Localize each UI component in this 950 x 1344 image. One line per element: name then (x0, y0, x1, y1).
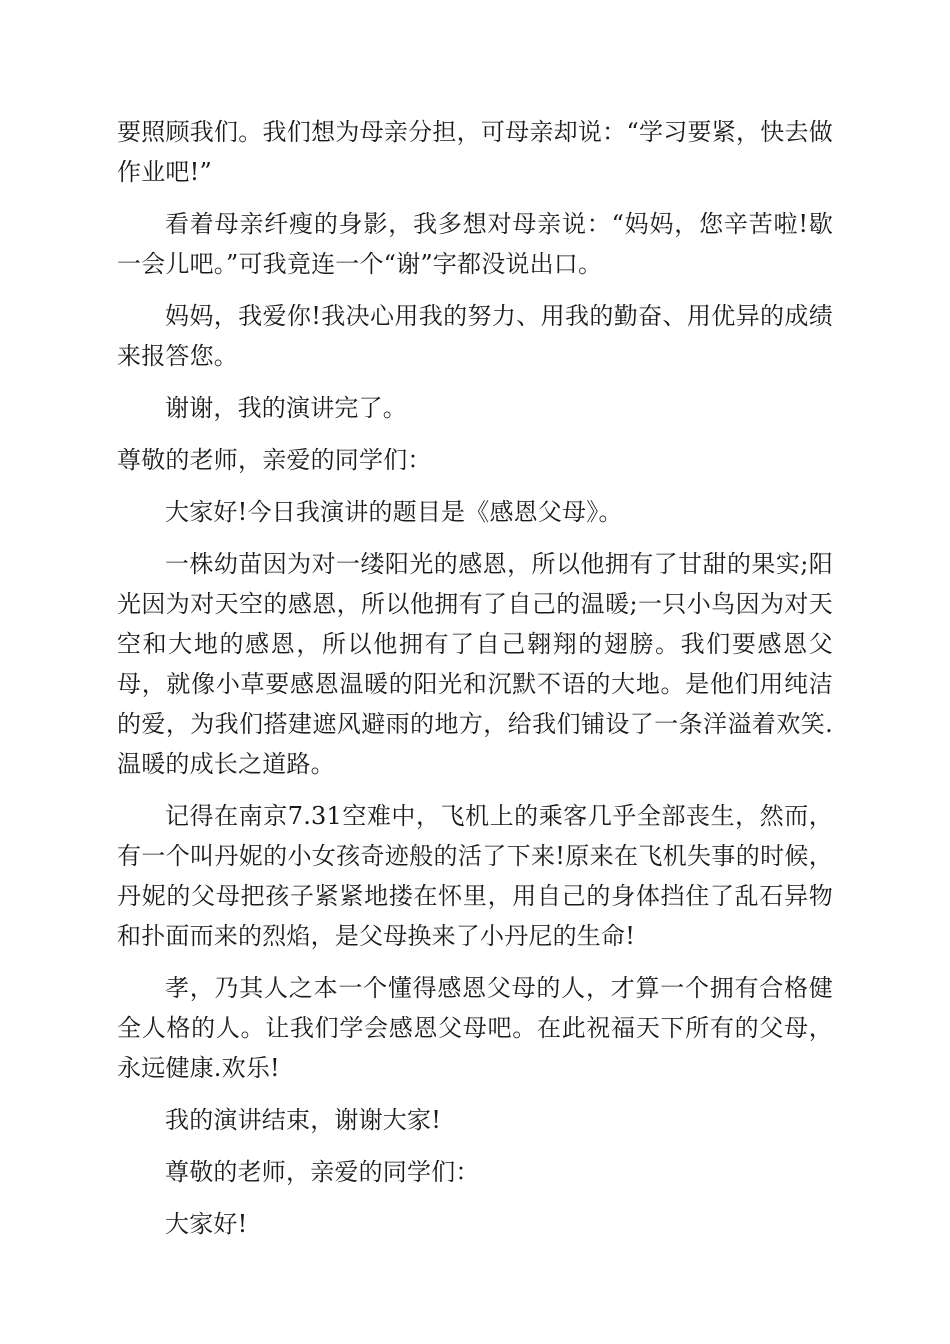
paragraph-12: 大家好! (165, 1210, 248, 1238)
paragraph-9: 孝，乃其人之本一个懂得感恩父母的人，才算一个拥有合格健全人格的人。让我们学会感恩父母吧。在此祝福天下所有的父母，永远健康.欢乐! (117, 974, 833, 1082)
paragraph-3: 妈妈，我爱你!我决心用我的努力、用我的勤奋、用优异的成绩来报答您。 (117, 302, 833, 370)
paragraph-1: 要照顾我们。我们想为母亲分担，可母亲却说：“学习要紧，快去做作业吧!” (117, 118, 833, 186)
paragraph-6: 大家好!今日我演讲的题目是《感恩父母》。 (165, 498, 623, 526)
paragraph-8: 记得在南京7.31空难中，飞机上的乘客几乎全部丧生，然而，有一个叫丹妮的小女孩奇迹般的活了下来!原来在飞机失事的时候，丹妮的父母把孩子紧紧地搂在怀里，用自己的身体挡住了乱石异物和扑面而来的烈焰，是父母换来了小丹尼的生命! (117, 802, 833, 950)
paragraph-2: 看着母亲纤瘦的身影，我多想对母亲说：“妈妈，您辛苦啦!歇一会儿吧。”可我竟连一个“谢”字都没说出口。 (117, 210, 833, 278)
paragraph-4: 谢谢，我的演讲完了。 (165, 394, 407, 422)
paragraph-7: 一株幼苗因为对一缕阳光的感恩，所以他拥有了甘甜的果实;阳光因为对天空的感恩，所以他拥有了自己的温暖;一只小鸟因为对天空和大地的感恩，所以他拥有了自己翱翔的翅膀。我们要感恩父母，就像小草要感恩温暖的阳光和沉默不语的大地。是他们用纯洁的爱，为我们搭建遮风避雨的地方，给我们铺设了一条洋溢着欢笑.温暖的成长之道路。 (117, 550, 833, 778)
paragraph-10: 我的演讲结束，谢谢大家! (165, 1106, 442, 1134)
paragraph-5: 尊敬的老师，亲爱的同学们： (117, 446, 432, 474)
paragraph-11: 尊敬的老师，亲爱的同学们： (165, 1158, 480, 1186)
document-body (117, 112, 833, 1256)
